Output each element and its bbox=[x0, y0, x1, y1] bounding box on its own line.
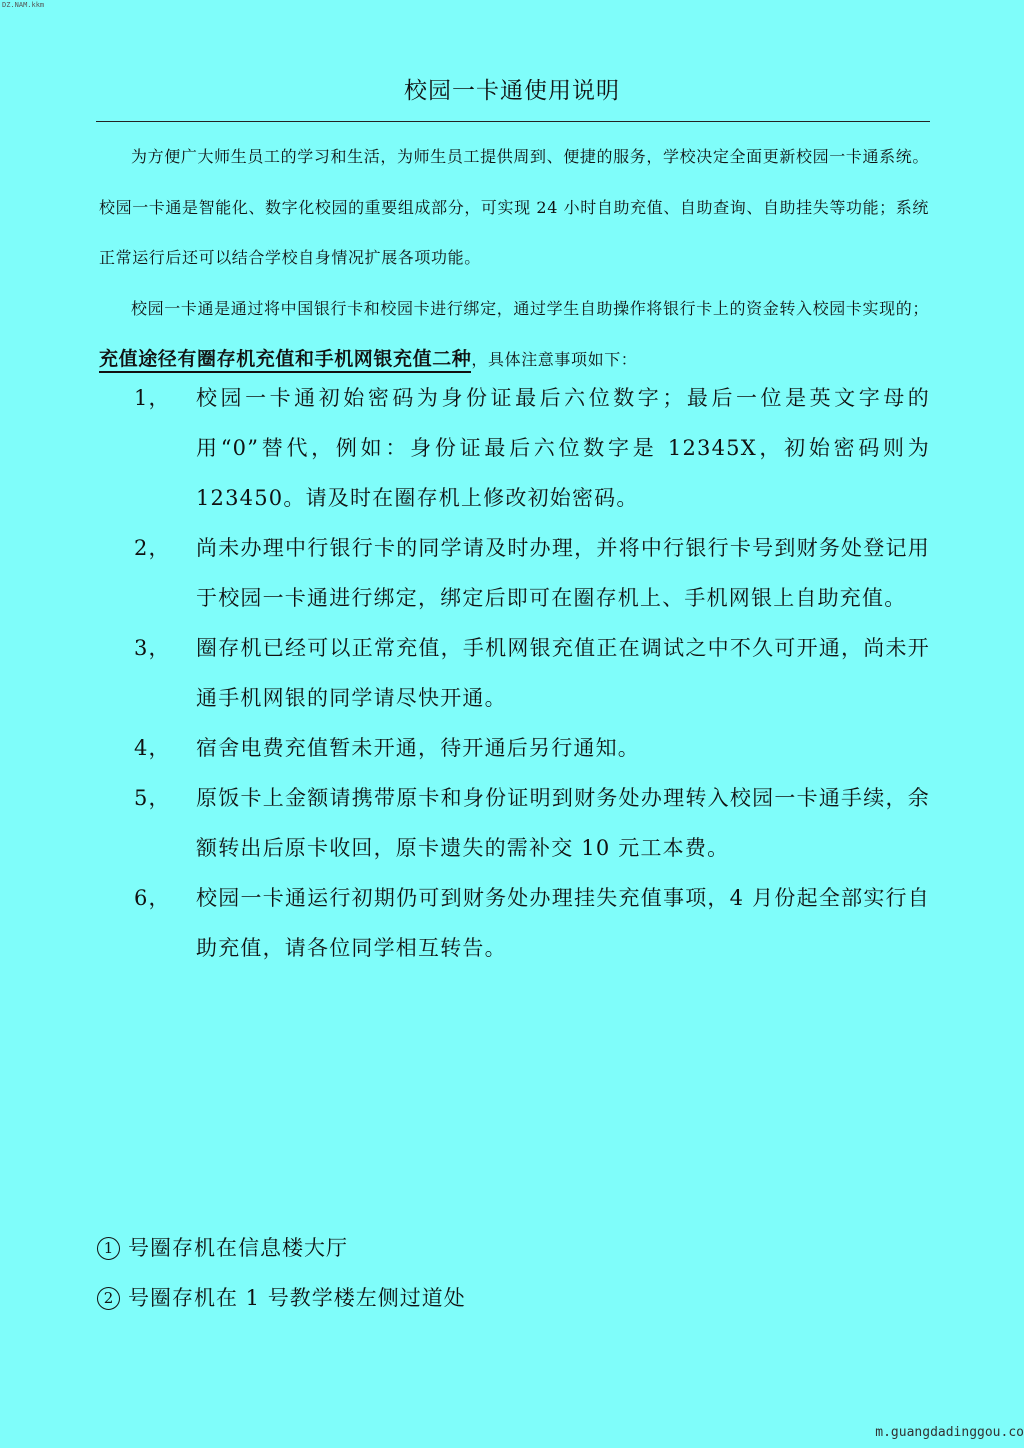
intro-section bbox=[99, 132, 929, 386]
list-item bbox=[134, 373, 930, 523]
location-note bbox=[97, 1223, 466, 1273]
item-number: 2， bbox=[134, 536, 171, 560]
item-text: 尚未办理中行银行卡的同学请及时办理，并将中行银行卡号到财务处登记用于校园一卡通进行绑定，绑定后即可在圈存机上、手机网银上自助充值。 bbox=[196, 536, 930, 610]
item-number: 4， bbox=[134, 736, 171, 760]
site-watermark: m.guangdadinggou.co bbox=[875, 1425, 1024, 1440]
intro-paragraph-2-start: 校园一卡通是通过将中国银行卡和校园卡进行绑定，通过学生自助操作将银行卡上的资金转入校园卡实现的； bbox=[131, 298, 929, 318]
list-item bbox=[134, 773, 930, 873]
circled-number-marker: 1 bbox=[97, 1237, 120, 1260]
notice-items-list bbox=[134, 373, 930, 973]
corner-mark: DZ.NAM.kkm bbox=[2, 1, 45, 9]
recharge-methods-highlight: 充值途径有圈存机充值和手机网银充值二种 bbox=[99, 348, 471, 373]
location-note bbox=[97, 1273, 466, 1323]
intro-paragraph-1: 为方便广大师生员工的学习和生活，为师生员工提供周到、便捷的服务，学校决定全面更新校园一卡通系统。校园一卡通是智能化、数字化校园的重要组成部分，可实现 24 小时自助充值、自助查询、自助挂失等功能；系统正常运行后还可以结合学校自身情况扩展各项功能。 bbox=[99, 147, 929, 267]
list-item bbox=[134, 523, 930, 623]
item-number: 1， bbox=[134, 386, 171, 410]
item-text: 圈存机已经可以正常充值，手机网银充值正在调试之中不久可开通，尚未开通手机网银的同学请尽快开通。 bbox=[196, 636, 930, 710]
intro-paragraph-2-end: ，具体注意事项如下： bbox=[471, 350, 638, 369]
location-note-text: 号圈存机在信息楼大厅 bbox=[128, 1236, 348, 1260]
intro-paragraph-2 bbox=[99, 284, 929, 386]
machine-location-notes bbox=[97, 1223, 466, 1323]
item-text: 校园一卡通运行初期仍可到财务处办理挂失充值事项，4 月份起全部实行自助充值，请各位同学相互转告。 bbox=[196, 886, 930, 960]
list-item bbox=[134, 723, 930, 773]
item-text: 原饭卡上金额请携带原卡和身份证明到财务处办理转入校园一卡通手续，余额转出后原卡收回，原卡遗失的需补交 10 元工本费。 bbox=[196, 786, 930, 860]
item-number: 5， bbox=[134, 786, 171, 810]
circled-number-marker: 2 bbox=[97, 1287, 120, 1310]
list-item bbox=[134, 873, 930, 973]
item-text: 宿舍电费充值暂未开通，待开通后另行通知。 bbox=[196, 736, 640, 760]
item-number: 3， bbox=[134, 636, 171, 660]
location-note-text: 号圈存机在 1 号教学楼左侧过道处 bbox=[128, 1286, 466, 1310]
title-divider bbox=[96, 121, 930, 122]
item-text: 校园一卡通初始密码为身份证最后六位数字；最后一位是英文字母的用“0”替代，例如：身份证最后六位数字是 12345X，初始密码则为 123450。请及时在圈存机上修改初始密码。 bbox=[196, 386, 930, 510]
page-title: 校园一卡通使用说明 bbox=[404, 78, 620, 104]
item-number: 6， bbox=[134, 886, 171, 910]
list-item bbox=[134, 623, 930, 723]
